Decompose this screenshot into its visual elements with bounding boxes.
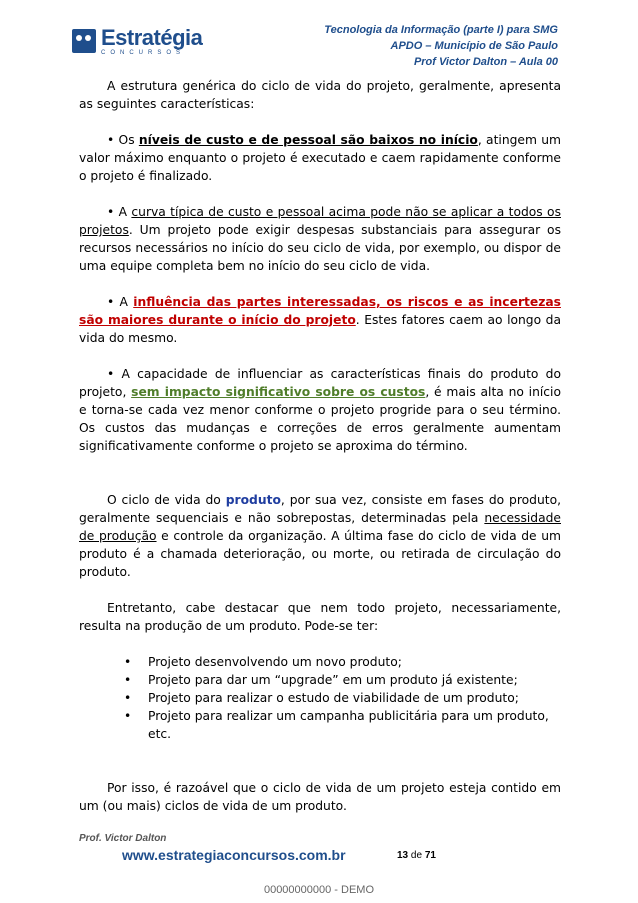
bullet-3-emphasis: influência das partes interessadas, os riscos e as incertezas são maiores durante o início do projeto [79, 295, 561, 327]
header-line-1: Tecnologia da Informação (parte I) para SMG [324, 24, 558, 36]
paragraph-intro: A estrutura genérica do ciclo de vida do projeto, geralmente, apresenta as seguintes características: [79, 79, 561, 111]
owl-icon [72, 29, 96, 53]
header-info [324, 22, 558, 70]
logo-sub: CONCURSOS [101, 49, 186, 56]
paragraph-however: Entretanto, cabe destacar que nem todo projeto, necessariamente, resulta na produção de um produto. Pode-se ter: [79, 601, 561, 633]
bullet-1: • Os níveis de custo e de pessoal são baixos no início, atingem um valor máximo enquanto o projeto é executado e caem rapidamente conforme o projeto é finalizado. [79, 133, 561, 183]
bullet-4-emphasis: sem impacto significativo sobre os custos [131, 385, 426, 399]
list-item: • Projeto desenvolvendo um novo produto; [124, 653, 561, 671]
product-emphasis: produto [225, 493, 281, 507]
list-item: • Projeto para dar um “upgrade” em um produto já existente; [124, 671, 561, 689]
bullet-4: • A capacidade de influenciar as características finais do produto do projeto, sem impacto significativo sobre os custos, é mais alta no início e torna-se cada vez menor conforme o projeto progride para o seu término. Os custos das mudanças e correções de erros geralmente aumentam significativamente conforme o projeto se aproxima do término. [79, 367, 561, 453]
demo-watermark: 00000000000 - DEMO [263, 884, 375, 896]
list-item: • Projeto para realizar um campanha publicitária para um produto, etc. [124, 707, 561, 743]
project-list [79, 653, 561, 743]
bullet-2-emphasis: curva típica de custo e pessoal acima pode não se aplicar a todos os projetos [79, 205, 561, 237]
logo-name: Estratégia [101, 24, 203, 50]
page-number: 13 de 71 [397, 850, 436, 861]
page-content [79, 77, 561, 815]
paragraph-conclusion: Por isso, é razoável que o ciclo de vida de um projeto esteja contido em um (ou mais) ciclos de vida de um produto. [79, 781, 561, 813]
header-line-3: Prof Victor Dalton – Aula 00 [413, 56, 558, 68]
list-item: • Projeto para realizar o estudo de viabilidade de um produto; [124, 689, 561, 707]
bullet-2: • A curva típica de custo e pessoal acima pode não se aplicar a todos os projetos. Um projeto pode exigir despesas substanciais para assegurar os recursos necessários no início do seu ciclo de vida, por exemplo, ou dispor de uma equipe completa bem no início do seu ciclo de vida. [79, 205, 561, 273]
production-emphasis: necessidade de produção [79, 511, 561, 543]
bullet-1-emphasis: níveis de custo e de pessoal são baixos no início [138, 133, 478, 147]
header-line-2: APDO – Município de São Paulo [390, 40, 558, 52]
footer-author: Prof. Victor Dalton [79, 833, 167, 844]
logo [72, 26, 202, 56]
paragraph-product: O ciclo de vida do produto, por sua vez, consiste em fases do produto, geralmente sequenciais e não sobrepostas, determinadas pela necessidade de produção e controle da organização. A última fase do ciclo de vida de um produto é a chamada deterioração, ou morte, ou retirada de circulação do produto. [79, 493, 561, 579]
bullet-3: • A influência das partes interessadas, os riscos e as incertezas são maiores durante o início do projeto. Estes fatores caem ao longo da vida do mesmo. [79, 295, 561, 345]
footer-url[interactable]: www.estrategiaconcursos.com.br [122, 847, 346, 863]
